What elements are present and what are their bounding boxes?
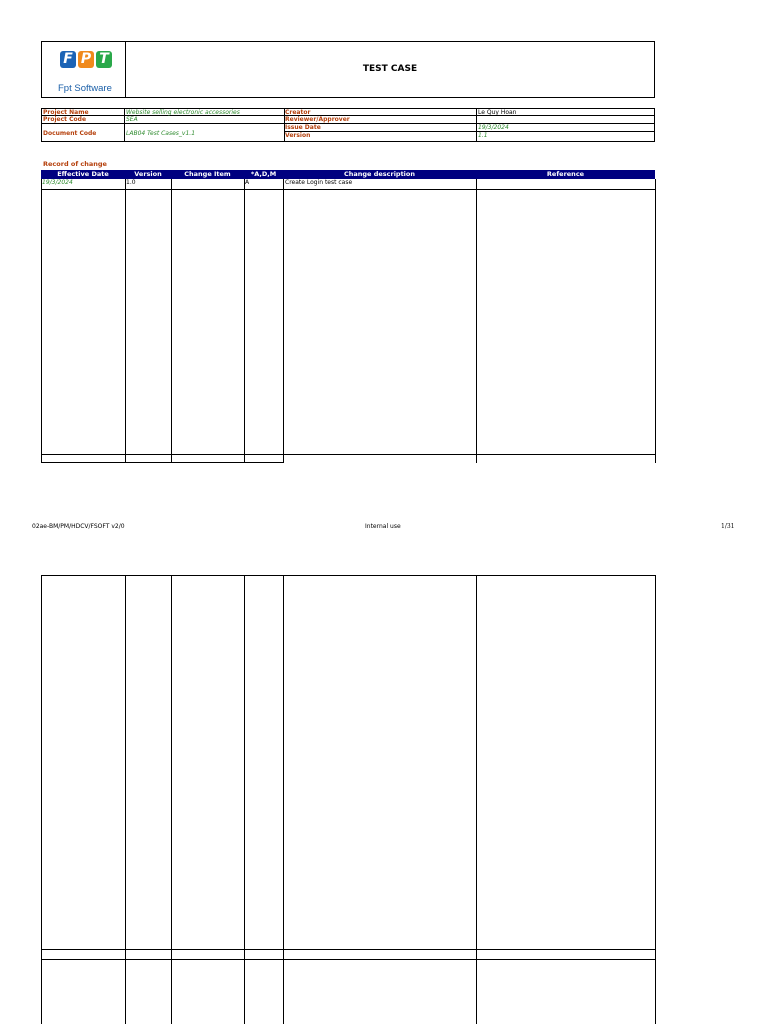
header-effective-date: Effective Date bbox=[57, 170, 109, 178]
header-version: Version bbox=[134, 170, 162, 178]
logo-letter-p: P bbox=[78, 51, 94, 68]
row1-change-description: Create Login test case bbox=[285, 179, 353, 186]
project-name-label: Project Name bbox=[43, 109, 89, 116]
document-code-label: Document Code bbox=[43, 130, 97, 137]
project-info-table bbox=[41, 108, 655, 142]
project-name-value: Website selling electronic accessories bbox=[126, 109, 240, 116]
record-table-header bbox=[41, 170, 655, 179]
footer-classification: Internal use bbox=[365, 523, 401, 530]
document-title: TEST CASE bbox=[362, 64, 418, 74]
version-label: Version bbox=[285, 132, 311, 139]
record-of-change-title: Record of change bbox=[43, 160, 107, 168]
creator-value: Le Quy Hoan bbox=[478, 109, 517, 116]
footer-page-number: 1/31 bbox=[721, 523, 735, 530]
header-change-item: Change Item bbox=[184, 170, 231, 178]
logo-letter-f: F bbox=[60, 51, 76, 68]
reviewer-label: Reviewer/Approver bbox=[285, 116, 350, 123]
row1-version: 1.0 bbox=[126, 179, 136, 186]
creator-label: Creator bbox=[285, 109, 311, 116]
logo-subtitle: Fpt Software bbox=[58, 83, 112, 94]
company-logo bbox=[42, 42, 126, 97]
row1-effective-date: 19/3/2024 bbox=[42, 179, 73, 186]
issue-date-label: Issue Date bbox=[285, 124, 321, 131]
row-divider bbox=[42, 123, 284, 124]
project-code-label: Project Code bbox=[43, 116, 87, 123]
header-adm: *A,D,M bbox=[250, 170, 277, 178]
issue-date-value: 19/3/2024 bbox=[478, 124, 509, 131]
document-header bbox=[41, 41, 655, 98]
document-code-value: LAB04 Test Cases_v1.1 bbox=[126, 130, 196, 137]
header-change-description: Change description bbox=[343, 170, 416, 178]
footer-form-code: 02ae-BM/PM/HDCV/FSOFT v2/0 bbox=[32, 523, 125, 530]
row1-adm: A bbox=[245, 179, 250, 186]
version-value: 1.1 bbox=[478, 132, 488, 139]
header-reference: Reference bbox=[546, 170, 585, 178]
logo-letter-t: T bbox=[96, 51, 112, 68]
project-code-value: SEA bbox=[126, 116, 138, 123]
